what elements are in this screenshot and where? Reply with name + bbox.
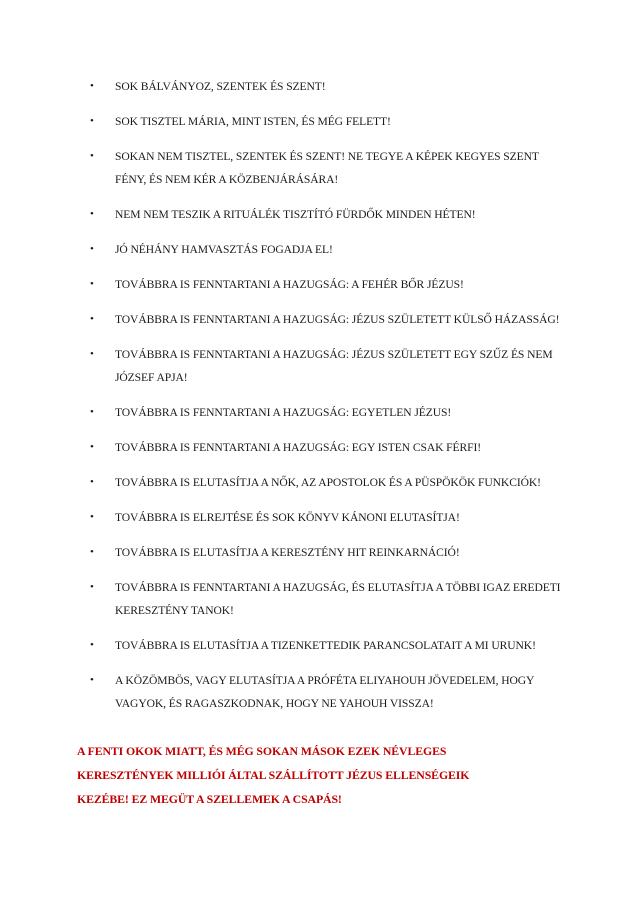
list-item-text: NEM NEM TESZIK A RITUÁLÉK TISZTÍTÓ FÜRDŐK MINDEN HÉTEN! xyxy=(115,208,476,221)
list-item xyxy=(90,75,570,98)
conclusion-paragraph xyxy=(77,739,577,811)
conclusion-line: KEZÉBE! EZ MEGÜT A SZELLEMEK A CSAPÁS! xyxy=(77,792,342,806)
bullet-icon: • xyxy=(90,80,94,92)
bullet-icon: • xyxy=(90,150,94,162)
list-item xyxy=(90,110,570,133)
list-item-text: TOVÁBBRA IS FENNTARTANI A HAZUGSÁG, ÉS ELUTASÍTJA A TÖBBI IGAZ EREDETI KERESZTÉNY TANOK! xyxy=(115,581,561,617)
bullet-icon: • xyxy=(90,674,94,686)
bullet-icon: • xyxy=(90,406,94,418)
list-item xyxy=(90,308,570,331)
list-item-text: TOVÁBBRA IS FENNTARTANI A HAZUGSÁG: EGY ISTEN CSAK FÉRFI! xyxy=(115,441,481,454)
list-item xyxy=(90,343,570,389)
bullet-icon: • xyxy=(90,313,94,325)
list-item-text: TOVÁBBRA IS FENNTARTANI A HAZUGSÁG: A FEHÉR BŐR JÉZUS! xyxy=(115,278,464,291)
bullet-list xyxy=(90,75,570,727)
list-item xyxy=(90,238,570,261)
list-item xyxy=(90,145,570,191)
list-item xyxy=(90,541,570,564)
bullet-icon: • xyxy=(90,546,94,558)
list-item-text: TOVÁBBRA IS FENNTARTANI A HAZUGSÁG: JÉZUS SZÜLETETT KÜLSŐ HÁZASSÁG! xyxy=(115,313,560,326)
list-item xyxy=(90,669,570,715)
list-item-text: SOK BÁLVÁNYOZ, SZENTEK ÉS SZENT! xyxy=(115,80,326,93)
bullet-icon: • xyxy=(90,348,94,360)
conclusion-line: KERESZTÉNYEK MILLIÓI ÁLTAL SZÁLLÍTOTT JÉZUS ELLENSÉGEIK xyxy=(77,768,470,782)
list-item-text: A KÖZÖMBÖS, VAGY ELUTASÍTJA A PRÓFÉTA ELIYAHOUH JÖVEDELEM, HOGY VAGYOK, ÉS RAGASZKODNAK, HOGY NE YAHOUH VISSZA! xyxy=(115,674,534,710)
bullet-icon: • xyxy=(90,511,94,523)
list-item-text: TOVÁBBRA IS FENNTARTANI A HAZUGSÁG: EGYETLEN JÉZUS! xyxy=(115,406,452,419)
list-item-text: TOVÁBBRA IS ELUTASÍTJA A TIZENKETTEDIK PARANCSOLATAIT A MI URUNK! xyxy=(115,639,536,652)
conclusion-line: A FENTI OKOK MIATT, ÉS MÉG SOKAN MÁSOK EZEK NÉVLEGES xyxy=(77,744,447,758)
list-item xyxy=(90,401,570,424)
list-item xyxy=(90,506,570,529)
bullet-icon: • xyxy=(90,581,94,593)
list-item xyxy=(90,436,570,459)
bullet-icon: • xyxy=(90,208,94,220)
bullet-icon: • xyxy=(90,476,94,488)
list-item-text: TOVÁBBRA IS FENNTARTANI A HAZUGSÁG: JÉZUS SZÜLETETT EGY SZŰZ ÉS NEM JÓZSEF APJA! xyxy=(115,348,553,384)
bullet-icon: • xyxy=(90,639,94,651)
list-item-text: SOKAN NEM TISZTEL, SZENTEK ÉS SZENT! NE TEGYE A KÉPEK KEGYES SZENT FÉNY, ÉS NEM KÉR A KÖZBENJÁRÁSÁRA! xyxy=(115,150,539,186)
bullet-icon: • xyxy=(90,115,94,127)
bullet-icon: • xyxy=(90,243,94,255)
bullet-icon: • xyxy=(90,278,94,290)
list-item-text: TOVÁBBRA IS ELUTASÍTJA A NŐK, AZ APOSTOLOK ÉS A PÜSPÖKÖK FUNKCIÓK! xyxy=(115,476,541,489)
list-item xyxy=(90,273,570,296)
bullet-icon: • xyxy=(90,441,94,453)
list-item xyxy=(90,634,570,657)
list-item-text: TOVÁBBRA IS ELUTASÍTJA A KERESZTÉNY HIT REINKARNÁCIÓ! xyxy=(115,546,460,559)
list-item xyxy=(90,576,570,622)
list-item xyxy=(90,471,570,494)
list-item-text: JÓ NÉHÁNY HAMVASZTÁS FOGADJA EL! xyxy=(115,243,333,256)
list-item xyxy=(90,203,570,226)
list-item-text: TOVÁBBRA IS ELREJTÉSE ÉS SOK KÖNYV KÁNONI ELUTASÍTJA! xyxy=(115,511,460,524)
list-item-text: SOK TISZTEL MÁRIA, MINT ISTEN, ÉS MÉG FELETT! xyxy=(115,115,391,128)
